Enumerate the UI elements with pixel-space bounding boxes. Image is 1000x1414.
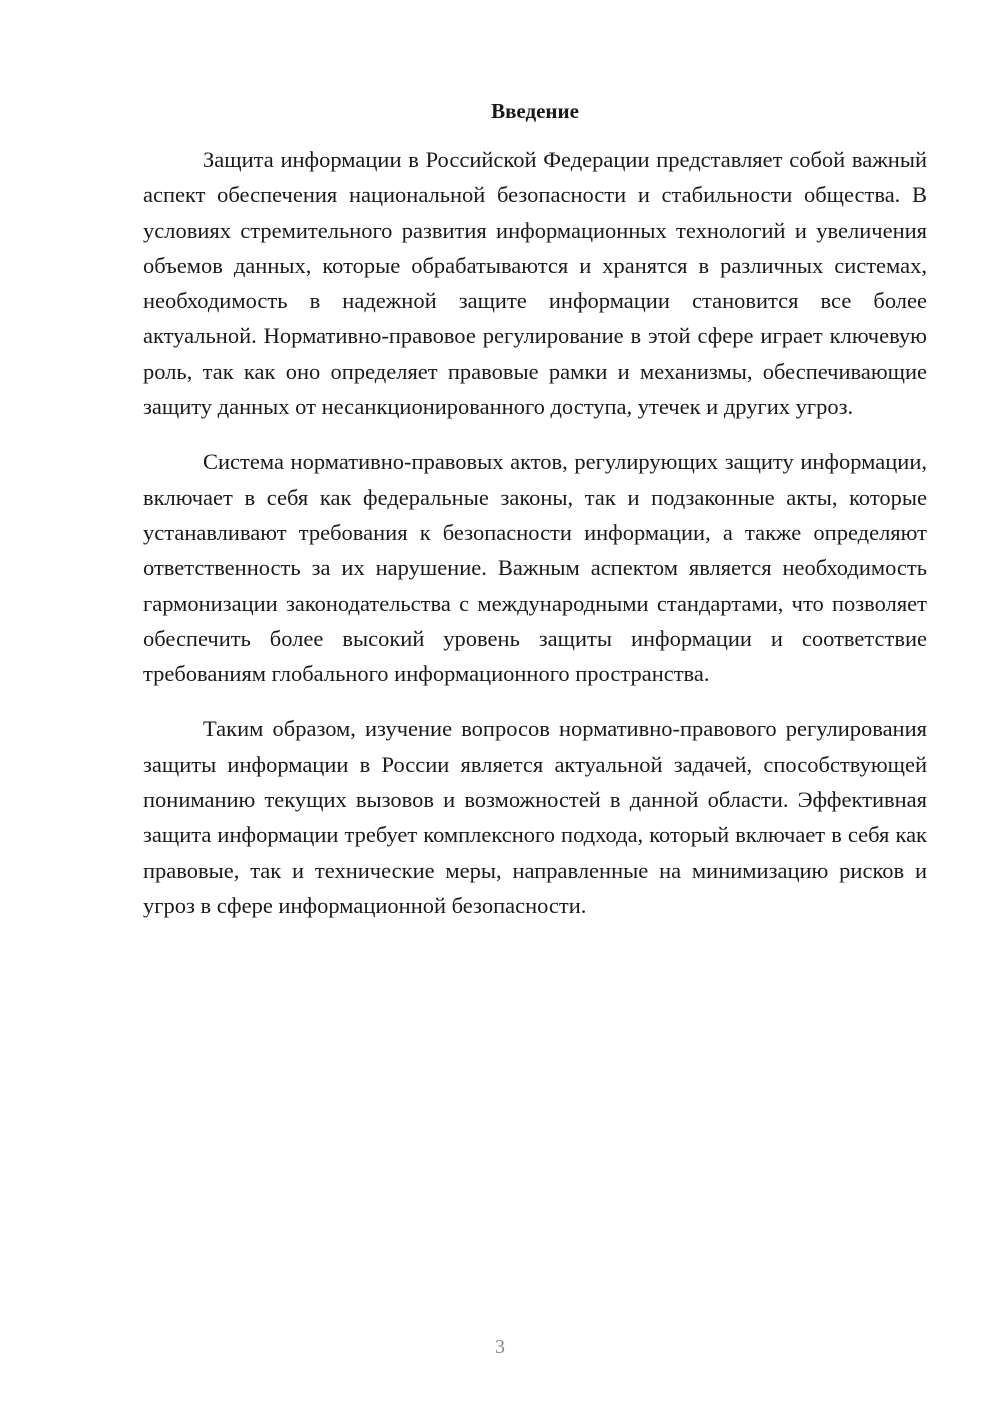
paragraph-2: Система нормативно-правовых актов, регулирующих защиту информации, включает в себя как федеральные законы, так и подзаконные акты, которые устанавливают требования к безопасности информации, а также определяют ответственность за их нарушение. Важным аспектом является необходимость гармонизации законодательства с международными стандартами, что позволяет обеспечить более высокий уровень защиты информации и соответствие требованиям глобального информационного пространства. <box>143 449 927 687</box>
paragraph-3: Таким образом, изучение вопросов нормативно-правового регулирования защиты информации в России является актуальной задачей, способствующей пониманию текущих вызовов и возможностей в данной области. Эффективная защита информации требует комплексного подхода, который включает в себя как правовые, так и технические меры, направленные на минимизацию рисков и угроз в сфере информационной безопасности. <box>143 716 927 918</box>
body-text <box>143 142 927 943</box>
paragraph-1: Защита информации в Российской Федерации представляет собой важный аспект обеспечения национальной безопасности и стабильности общества. В условиях стремительного развития информационных технологий и увеличения объемов данных, которые обрабатываются и хранятся в различных системах, необходимость в надежной защите информации становится все более актуальной. Нормативно-правовое регулирование в этой сфере играет ключевую роль, так как оно определяет правовые рамки и механизмы, обеспечивающие защиту данных от несанкционированного доступа, утечек и других угроз. <box>143 147 927 420</box>
section-heading: Введение <box>491 99 579 123</box>
page-number: 3 <box>495 1336 505 1358</box>
